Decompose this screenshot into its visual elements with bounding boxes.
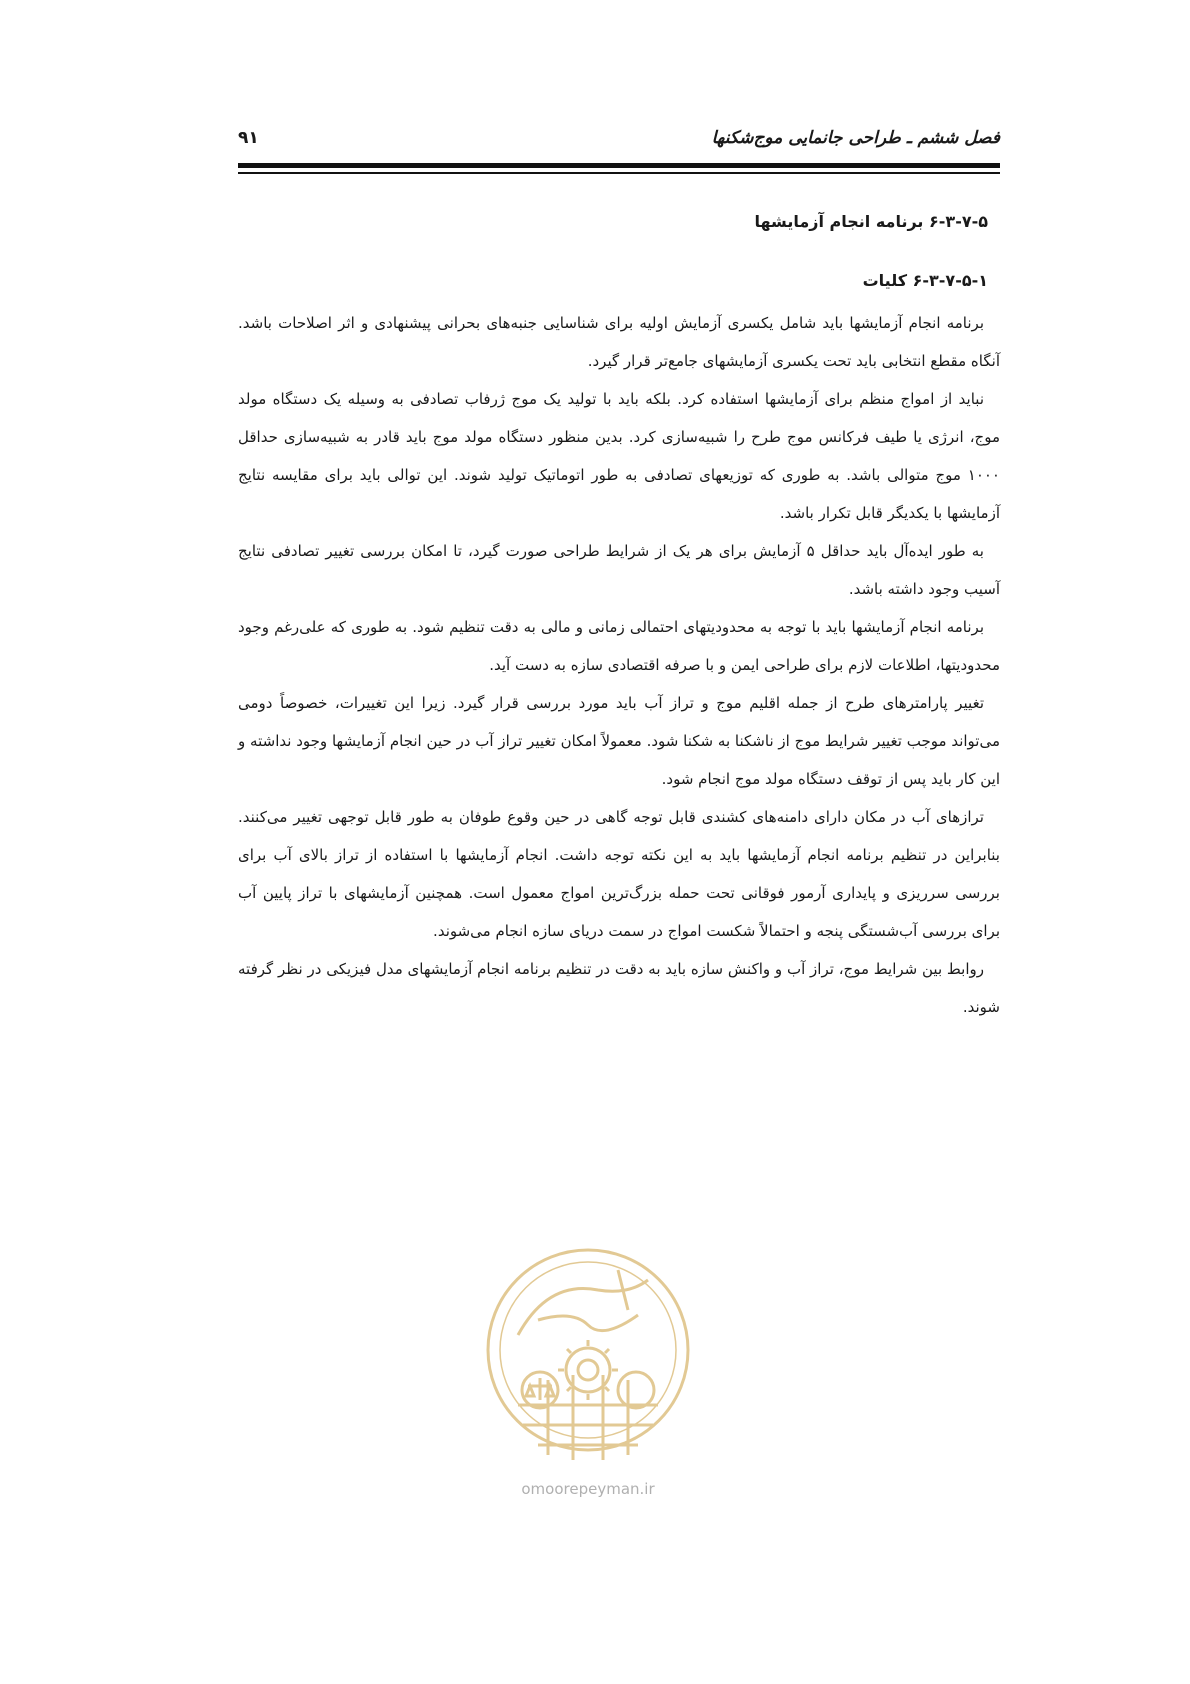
header-rule-thin xyxy=(238,172,1000,174)
watermark-logo xyxy=(478,1240,698,1505)
paragraph: برنامه انجام آزمایشها باید با توجه به محدودیتهای احتمالی زمانی و مالی به دقت تنظیم شود. به طوری که علی‌رغم وجود محدودیتها، اطلاعات لازم برای طراحی ایمن و با صرفه اقتصادی سازه به دست آید. xyxy=(238,618,1000,674)
paragraph: روابط بین شرایط موج، تراز آب و واکنش سازه باید به دقت در تنظیم برنامه انجام آزمایشهای مدل فیزیکی در نظر گرفته شوند. xyxy=(238,960,1000,1016)
seal-icon xyxy=(478,1240,698,1475)
paragraph: نباید از امواج منظم برای آزمایشها استفاده کرد. بلکه باید با تولید یک موج ژرفاب تصادفی به وسیله یک دستگاه مولد موج، انرژی یا طیف فرکانس موج طرح را شبیه‌سازی کرد. بدین منظور دستگاه مولد موج باید قادر به شبیه‌سازی حداقل ۱۰۰۰ موج متوالی باشد. به طوری که توزیعهای تصادفی به طور اتوماتیک تولید شوند. این توالی باید برای مقایسه نتایج آزمایشها با یکدیگر قابل تکرار باشد. xyxy=(238,390,1000,522)
paragraph: برنامه انجام آزمایشها باید شامل یکسری آزمایش اولیه برای شناسایی جنبه‌های بحرانی پیشنهادی و اثر اصلاحات باشد. آنگاه مقطع انتخابی باید تحت یکسری آزمایشهای جامع‌تر قرار گیرد. xyxy=(238,314,1000,370)
watermark-url: omoorepeyman.ir xyxy=(521,1480,655,1498)
paragraph: ترازهای آب در مکان دارای دامنه‌های کشندی قابل توجه گاهی در حین وقوع طوفان به طور قابل توجهی تغییر می‌کنند. بنابراین در تنظیم برنامه انجام آزمایشها باید به این نکته توجه داشت. انجام آزمایشها با استفاده از تراز بالای آب برای بررسی سرریزی و پایداری آرمور فوقانی تحت حمله بزرگ‌ترین امواج معمول است. همچنین آزمایشهای با تراز پایین آب برای بررسی آب‌شستگی پنجه و احتمالاً شکست امواج در سمت دریای سازه انجام می‌شوند. xyxy=(238,808,1000,940)
section-heading: ۶-۳-۷-۵ برنامه انجام آزمایشها xyxy=(754,212,988,231)
subsection-heading: ۶-۳-۷-۵-۱ کلیات xyxy=(862,271,988,290)
body-content xyxy=(238,212,1000,1026)
header-rule-thick xyxy=(238,163,1000,168)
paragraph: تغییر پارامترهای طرح از جمله اقلیم موج و تراز آب باید مورد بررسی قرار گیرد. زیرا این تغییرات، خصوصاً دومی می‌تواند موجب تغییر شرایط موج از ناشکنا به شکنا شود. معمولاً امکان تغییر تراز آب در حین انجام آزمایشها وجود نداشته و این کار باید پس از توقف دستگاه مولد موج انجام شود. xyxy=(238,694,1000,788)
page-number: ۹۱ xyxy=(238,128,259,148)
page-header xyxy=(238,128,1000,158)
paragraph: به طور ایده‌آل باید حداقل ۵ آزمایش برای هر یک از شرایط طراحی صورت گیرد، تا امکان بررسی تغییر تصادفی نتایج آسیب وجود داشته باشد. xyxy=(238,542,1000,598)
chapter-title: فصل ششم ـ طراحی جانمایی موج‌شکنها xyxy=(711,128,1000,148)
